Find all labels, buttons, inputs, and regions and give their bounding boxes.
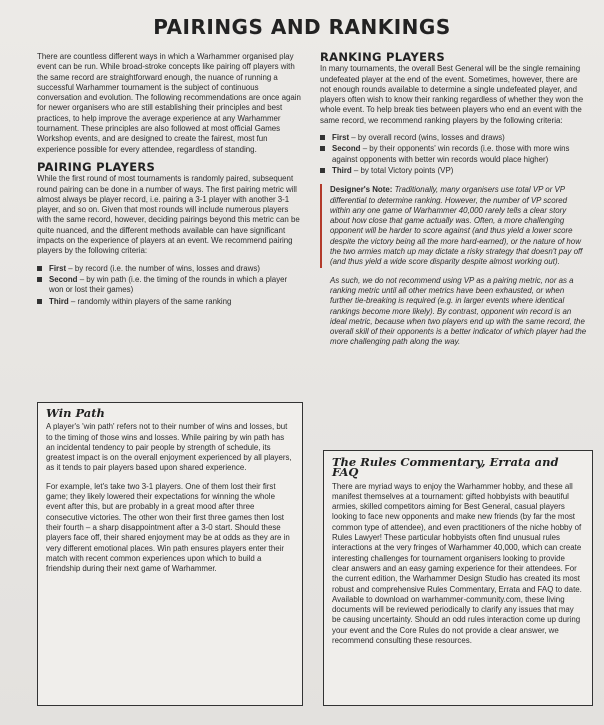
ranking-criteria-list <box>320 133 587 176</box>
designers-note-label: Designer's Note: <box>330 185 393 195</box>
designers-note-continued: As such, we do not recommend using VP as a pairing metric, nor as a ranking metric until all other metrics have been exhausted, or when further tie-breaking is required (e.g. in larger events where identical rankings become more likely). By contrast, opponent win record is an ideal metric, because when two players end up with the same record, the overall skill of their opponents is a better indicator of which player had the more challenging path along the way. <box>330 275 587 347</box>
intro-paragraph: There are countless different ways in which a Warhammer organised play event can be run. While broad-stroke concepts like pairing off players with the same record are straightforward enough, the nuance of running a successful Warhammer tournament is the subject of continuous conversation and evolution. The following recommendations are once again for newer organisers who are still establishing their principles and best practices, to help improve the average experience at any Warhammer tournament. These principles are also followed at most official Games Workshop events, and are designed to create the fairest, most fun experience possible for every attendee, regardless of standing. <box>37 52 301 154</box>
bullet-square-icon <box>37 277 42 282</box>
rules-commentary-paragraph: There are myriad ways to enjoy the Warhammer hobby, and these all manifest themselves at a tournament: gifted hobbyists with beautiful armies, skilled competitors aiming for Best General, casual players looking to face new opponents and make new friends (by far the most common type of attendee), and even practitioners of the niche hobby of Rules Lawyer! These particular hobbyists often find unusual rules interactions at the very fringes of Warhammer 40,000, which can create interesting challenges for tournament organisers looking to provide clear answers and an easy gaming experience for their attendees. For the current edition, the Warhammer Design Studio has created its most robust and comprehensive Rules Commentary, Errata and FAQ to date. Available to download on warhammer-community.com, these living documents will be reviewed periodically to clarify any issues that may be causing uncertainty. Should an odd rules interaction come up during your event and the Core Rules do not provide a clear answer, we recommend consulting these resources. <box>332 481 582 646</box>
list-item <box>37 297 302 307</box>
right-column <box>320 52 587 355</box>
bullet-square-icon <box>37 299 42 304</box>
list-item-text: – by win path (i.e. the timing of the rounds in which a player won or lost their games) <box>49 274 288 295</box>
win-path-paragraph-2: For example, let's take two 3-1 players. One of them lost their first game; they likely lowered their expectations for winning the whole event after this, but are probably in a great mood after three consecutive victories. The other won their first three games then lost their fourth – a sharp disappointment after a 3-0 start. Should these players face off, their shared enjoyment may be at odds as they are in very different emotional places. Win path ensures players enter their match with recent common experiences upon which to build a friendship during their next game of Warhammer. <box>46 481 290 574</box>
win-path-box <box>37 402 303 706</box>
list-item-label: First <box>332 133 350 143</box>
list-item-label: Second <box>49 274 78 284</box>
pairing-paragraph: While the first round of most tournaments is randomly paired, subsequent round pairing can be done in a number of ways. The first pairing metric will almost always be player record, i.e. pairing a 3-1 player with another 3-1 player, and so on. Given that most rounds will include numerous players with the same record, however, deciding pairings beyond this metric can be quite nuanced, and the different methods available can have significant impacts on the experience of players at an event. We recommend pairing players by the following criteria: <box>37 174 300 256</box>
list-item-label: First <box>49 263 67 273</box>
list-item-label: Second <box>332 144 361 154</box>
list-item-text: – by record (i.e. the number of wins, losses and draws) <box>66 263 260 273</box>
designers-note <box>320 184 587 267</box>
ranking-heading: RANKING PLAYERS <box>320 50 446 64</box>
list-item <box>320 166 587 176</box>
designers-note-text: Traditionally, many organisers use total VP or VP differential to determine ranking. However, the number of VP scored within any one game of Warhammer 40,000 rarely tells a clear story about how close that game actually was. Often, a more challenging opponent will be harder to score against (and thus yield a lower score despite the victory being all the more hard-earned), or the nature of how the two armies match up may dictate a risky strategy that doesn't pay off (and thus yield a wide score disparity despite almost working out). <box>330 185 583 267</box>
page-title: PAIRINGS AND RANKINGS <box>153 15 451 39</box>
list-item-label: Third <box>49 296 69 306</box>
rules-commentary-heading: The Rules Commentary, Errata and FAQ <box>332 455 559 480</box>
list-item <box>37 275 302 296</box>
rules-commentary-box <box>323 450 593 706</box>
bullet-square-icon <box>37 266 42 271</box>
pairing-heading: PAIRING PLAYERS <box>37 159 156 174</box>
list-item-text: – by their opponents' win records (i.e. those with more wins against opponents with better win records would place higher) <box>332 144 570 164</box>
list-item <box>37 264 302 274</box>
left-column <box>37 52 302 315</box>
list-item-text: – randomly within players of the same ranking <box>68 296 232 306</box>
bullet-square-icon <box>320 146 325 151</box>
list-item-label: Third <box>332 165 352 175</box>
list-item-text: – by total Victory points (VP) <box>351 165 454 175</box>
list-item <box>320 144 587 165</box>
win-path-paragraph-1: A player's 'win path' refers not to their number of wins and losses, but to the timing of those wins and losses. While pairing by win path has an incidental tendency to pair people by strength of schedule, its greatest impact is on the overall enjoyment experienced by all players, as it tends to pair players based upon shared experience. <box>46 422 292 473</box>
win-path-heading: Win Path <box>46 406 105 420</box>
ranking-paragraph: In many tournaments, the overall Best General will be the single remaining undefeated player at the end of the event. Sometimes, however, there are not enough rounds available to determine a single undefeated player, and players often wish to know their ranking regardless of whether they won the whole event. To help break ties between players who end an event with the same record, we recommend ranking players by the following criteria: <box>320 64 584 125</box>
list-item-text: – by overall record (wins, losses and draws) <box>349 133 505 143</box>
list-item <box>320 133 587 143</box>
bullet-square-icon <box>320 135 325 140</box>
pairing-criteria-list <box>37 264 302 307</box>
bullet-square-icon <box>320 168 325 173</box>
